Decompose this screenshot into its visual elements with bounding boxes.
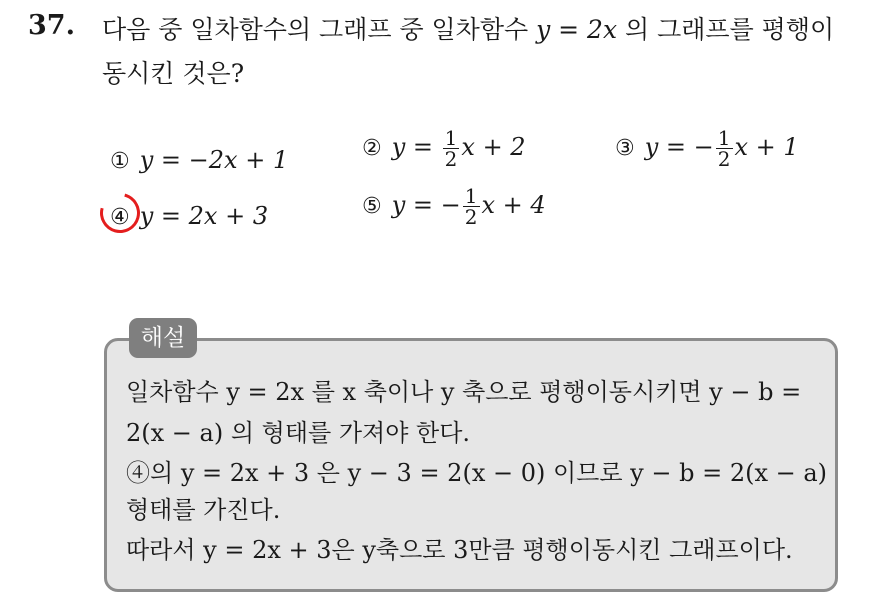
choice-equation-prefix: y = (391, 133, 441, 161)
choice-number: ① (110, 149, 130, 174)
explanation-line: ④의 y = 2x + 3 은 y − 3 = 2(x − 0) 이므로 y − b = 2(x − a) (126, 459, 828, 487)
choice-3[interactable] (615, 128, 799, 169)
fraction-denominator: 2 (444, 147, 458, 171)
choice-number: ③ (615, 136, 635, 161)
fraction-denominator: 2 (464, 205, 478, 229)
fraction (463, 186, 480, 227)
question-text-part: 의 그래프를 평행이 (617, 15, 835, 44)
choice-equation-suffix: x + 1 (734, 133, 799, 161)
choice-2[interactable] (362, 128, 526, 169)
question-text-line2: 동시킨 것은? (102, 59, 245, 88)
fraction (443, 128, 460, 169)
choice-equation-prefix: y = − (391, 191, 461, 219)
explanation-line: 2(x − a) 의 형태를 가져야 한다. (126, 419, 471, 447)
question-equation: y = 2x (536, 15, 618, 44)
choice-equation-prefix: y = − (644, 133, 714, 161)
choice-equation: y = 2x + 3 (139, 202, 269, 230)
fraction-numerator: 1 (444, 126, 458, 150)
choice-equation-suffix: x + 4 (481, 191, 546, 219)
choice-number: ④ (110, 205, 130, 230)
choice-equation: y = −2x + 1 (139, 146, 289, 174)
fraction-denominator: 2 (717, 147, 731, 171)
choice-number: ⑤ (362, 194, 382, 219)
fraction-numerator: 1 (717, 126, 731, 150)
fraction (716, 128, 733, 169)
explanation-line: 형태를 가진다. (126, 496, 281, 524)
choice-5[interactable] (362, 186, 546, 227)
explanation-tab: 해설 (129, 318, 197, 358)
choice-equation-suffix: x + 2 (461, 133, 526, 161)
choice-1[interactable] (110, 146, 288, 174)
question-text-line1 (102, 10, 834, 46)
explanation-line: 따라서 y = 2x + 3은 y축으로 3만큼 평행이동시킨 그래프이다. (126, 536, 793, 564)
explanation-line: 일차함수 y = 2x 를 x 축이나 y 축으로 평행이동시키면 y − b = (126, 378, 802, 406)
fraction-numerator: 1 (464, 184, 478, 208)
choice-number: ② (362, 136, 382, 161)
question-text-part: 다음 중 일차함수의 그래프 중 일차함수 (102, 15, 537, 44)
question-number: 37. (28, 10, 75, 41)
answer-mark-circle (93, 186, 148, 241)
